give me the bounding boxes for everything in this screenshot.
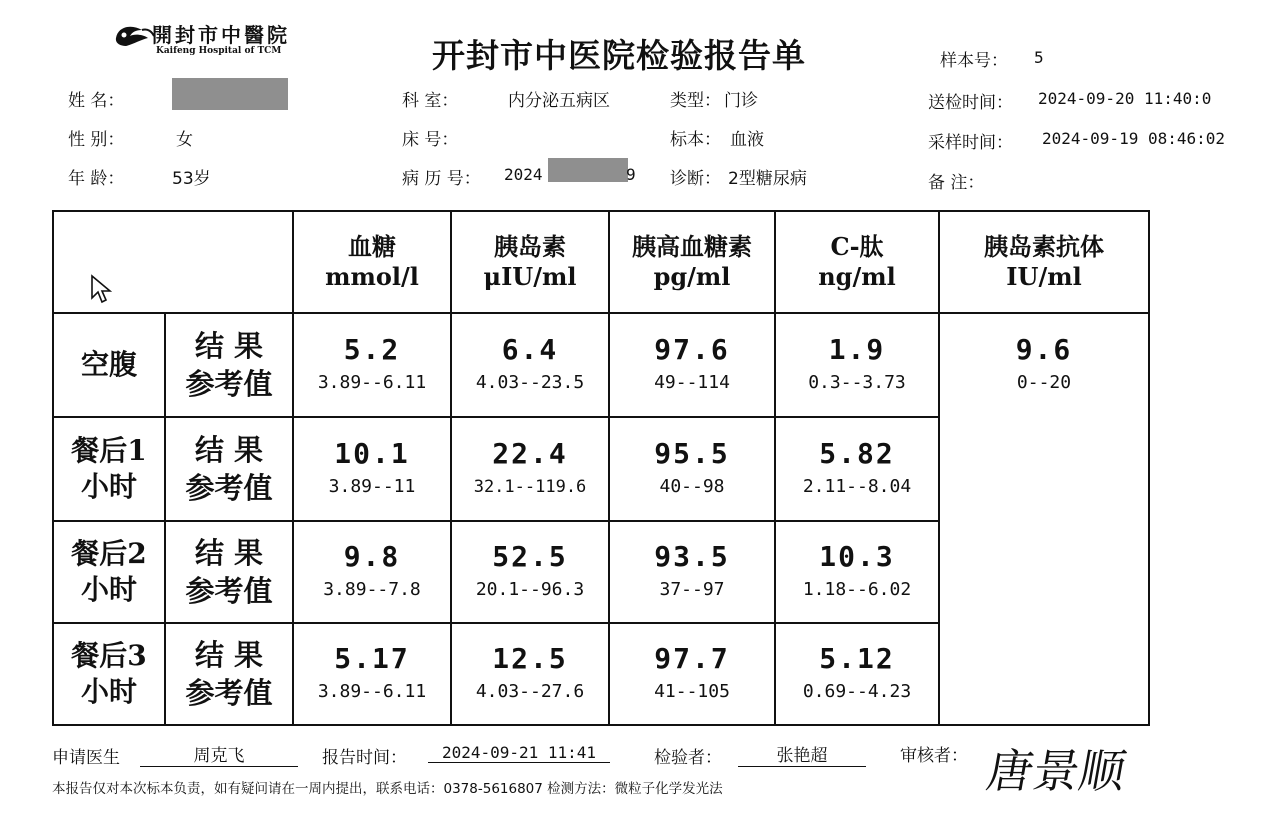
cell-glucagon: 93.5 37--97	[609, 521, 775, 623]
mouse-cursor-icon	[90, 274, 112, 304]
age-value: 53岁	[172, 169, 211, 189]
diagnosis-value: 2型糖尿病	[728, 169, 807, 189]
hospital-logo-icon	[112, 20, 156, 50]
phase-post-meal-3h: 餐后3 小时	[53, 623, 165, 725]
phase-post-meal-1h: 餐后1 小时	[53, 417, 165, 521]
sex-label: 性 别：	[68, 130, 125, 150]
corner-cell	[53, 211, 293, 313]
doctor-label: 申请医生	[52, 748, 120, 768]
tester-label: 检验者：	[654, 748, 722, 768]
reviewer-signature: 唐景顺	[982, 744, 1131, 798]
cell-glucagon: 97.7 41--105	[609, 623, 775, 725]
result-ref-label: 结 果 参考值	[165, 521, 293, 623]
record-suffix: 9	[626, 165, 636, 184]
column-header-c-peptide: C-肽 ng/ml	[775, 211, 939, 313]
diagnosis-label: 诊断：	[670, 169, 721, 189]
report-time: 2024-09-21 11:41	[428, 743, 610, 763]
collect-time-label: 采样时间：	[928, 133, 1013, 153]
record-label: 病 历 号：	[402, 169, 481, 189]
dept-value: 内分泌五病区	[508, 91, 610, 111]
cell-glucagon: 95.5 40--98	[609, 417, 775, 521]
cell-insulin: 12.5 4.03--27.6	[451, 623, 609, 725]
phase-post-meal-2h: 餐后2 小时	[53, 521, 165, 623]
cell-glucose: 9.8 3.89--7.8	[293, 521, 451, 623]
cell-insulin: 6.4 4.03--23.5	[451, 313, 609, 417]
hospital-logo-english: Kaifeng Hospital of TCM	[156, 46, 282, 56]
column-header-insulin-antibody: 胰岛素抗体 IU/ml	[939, 211, 1149, 313]
cell-insulin: 52.5 20.1--96.3	[451, 521, 609, 623]
cell-glucose: 10.1 3.89--11	[293, 417, 451, 521]
specimen-value: 血液	[730, 130, 764, 150]
cell-glucose: 5.2 3.89--6.11	[293, 313, 451, 417]
report-time-label: 报告时间：	[322, 748, 407, 768]
disclaimer: 本报告仅对本次标本负责，如有疑问请在一周内提出，联系电话：0378-5616807 检测方法：微粒子化学发光法	[52, 781, 723, 797]
result-ref-label: 结 果 参考值	[165, 623, 293, 725]
cell-c-peptide: 1.9 0.3--3.73	[775, 313, 939, 417]
submit-time: 2024-09-20 11:40:0	[1038, 89, 1212, 108]
hospital-logo-text: 開封市中醫院	[152, 23, 290, 47]
sample-number: 5	[1034, 48, 1044, 67]
cell-insulin-antibody: 9.6 0--20	[939, 313, 1149, 725]
name-label: 姓 名：	[68, 91, 125, 111]
type-label: 类型：	[670, 91, 721, 111]
result-ref-label: 结 果 参考值	[165, 313, 293, 417]
bed-label: 床 号：	[402, 130, 459, 150]
specimen-label: 标本：	[670, 130, 721, 150]
sample-number-label: 样本号：	[940, 51, 1008, 71]
report-title: 开封市中医院检验报告单	[432, 36, 806, 75]
phase-fasting: 空腹	[53, 313, 165, 417]
column-header-insulin: 胰岛素 μIU/ml	[451, 211, 609, 313]
collect-time: 2024-09-19 08:46:02	[1042, 129, 1226, 148]
cell-c-peptide: 5.12 0.69--4.23	[775, 623, 939, 725]
name-redacted	[172, 78, 288, 110]
cell-insulin: 22.4 32.1--119.6	[451, 417, 609, 521]
cell-glucagon: 97.6 49--114	[609, 313, 775, 417]
column-header-glucagon: 胰高血糖素 pg/ml	[609, 211, 775, 313]
cell-c-peptide: 5.82 2.11--8.04	[775, 417, 939, 521]
note-label: 备 注：	[928, 173, 985, 193]
table-row	[53, 313, 1149, 417]
table-header-row	[53, 211, 1149, 313]
result-ref-label: 结 果 参考值	[165, 417, 293, 521]
type-value: 门诊	[724, 91, 758, 111]
column-header-glucose: 血糖 mmol/l	[293, 211, 451, 313]
dept-label: 科 室：	[402, 91, 459, 111]
results-table	[52, 210, 1150, 726]
cell-c-peptide: 10.3 1.18--6.02	[775, 521, 939, 623]
reviewer-label: 审核者：	[900, 746, 968, 766]
record-prefix: 2024	[504, 165, 543, 184]
cell-glucose: 5.17 3.89--6.11	[293, 623, 451, 725]
submit-time-label: 送检时间：	[928, 93, 1013, 113]
doctor-name: 周克飞	[140, 741, 298, 767]
age-label: 年 龄：	[68, 169, 125, 189]
sex-value: 女	[176, 130, 193, 150]
record-redacted	[548, 158, 628, 182]
tester-name: 张艳超	[738, 741, 866, 767]
